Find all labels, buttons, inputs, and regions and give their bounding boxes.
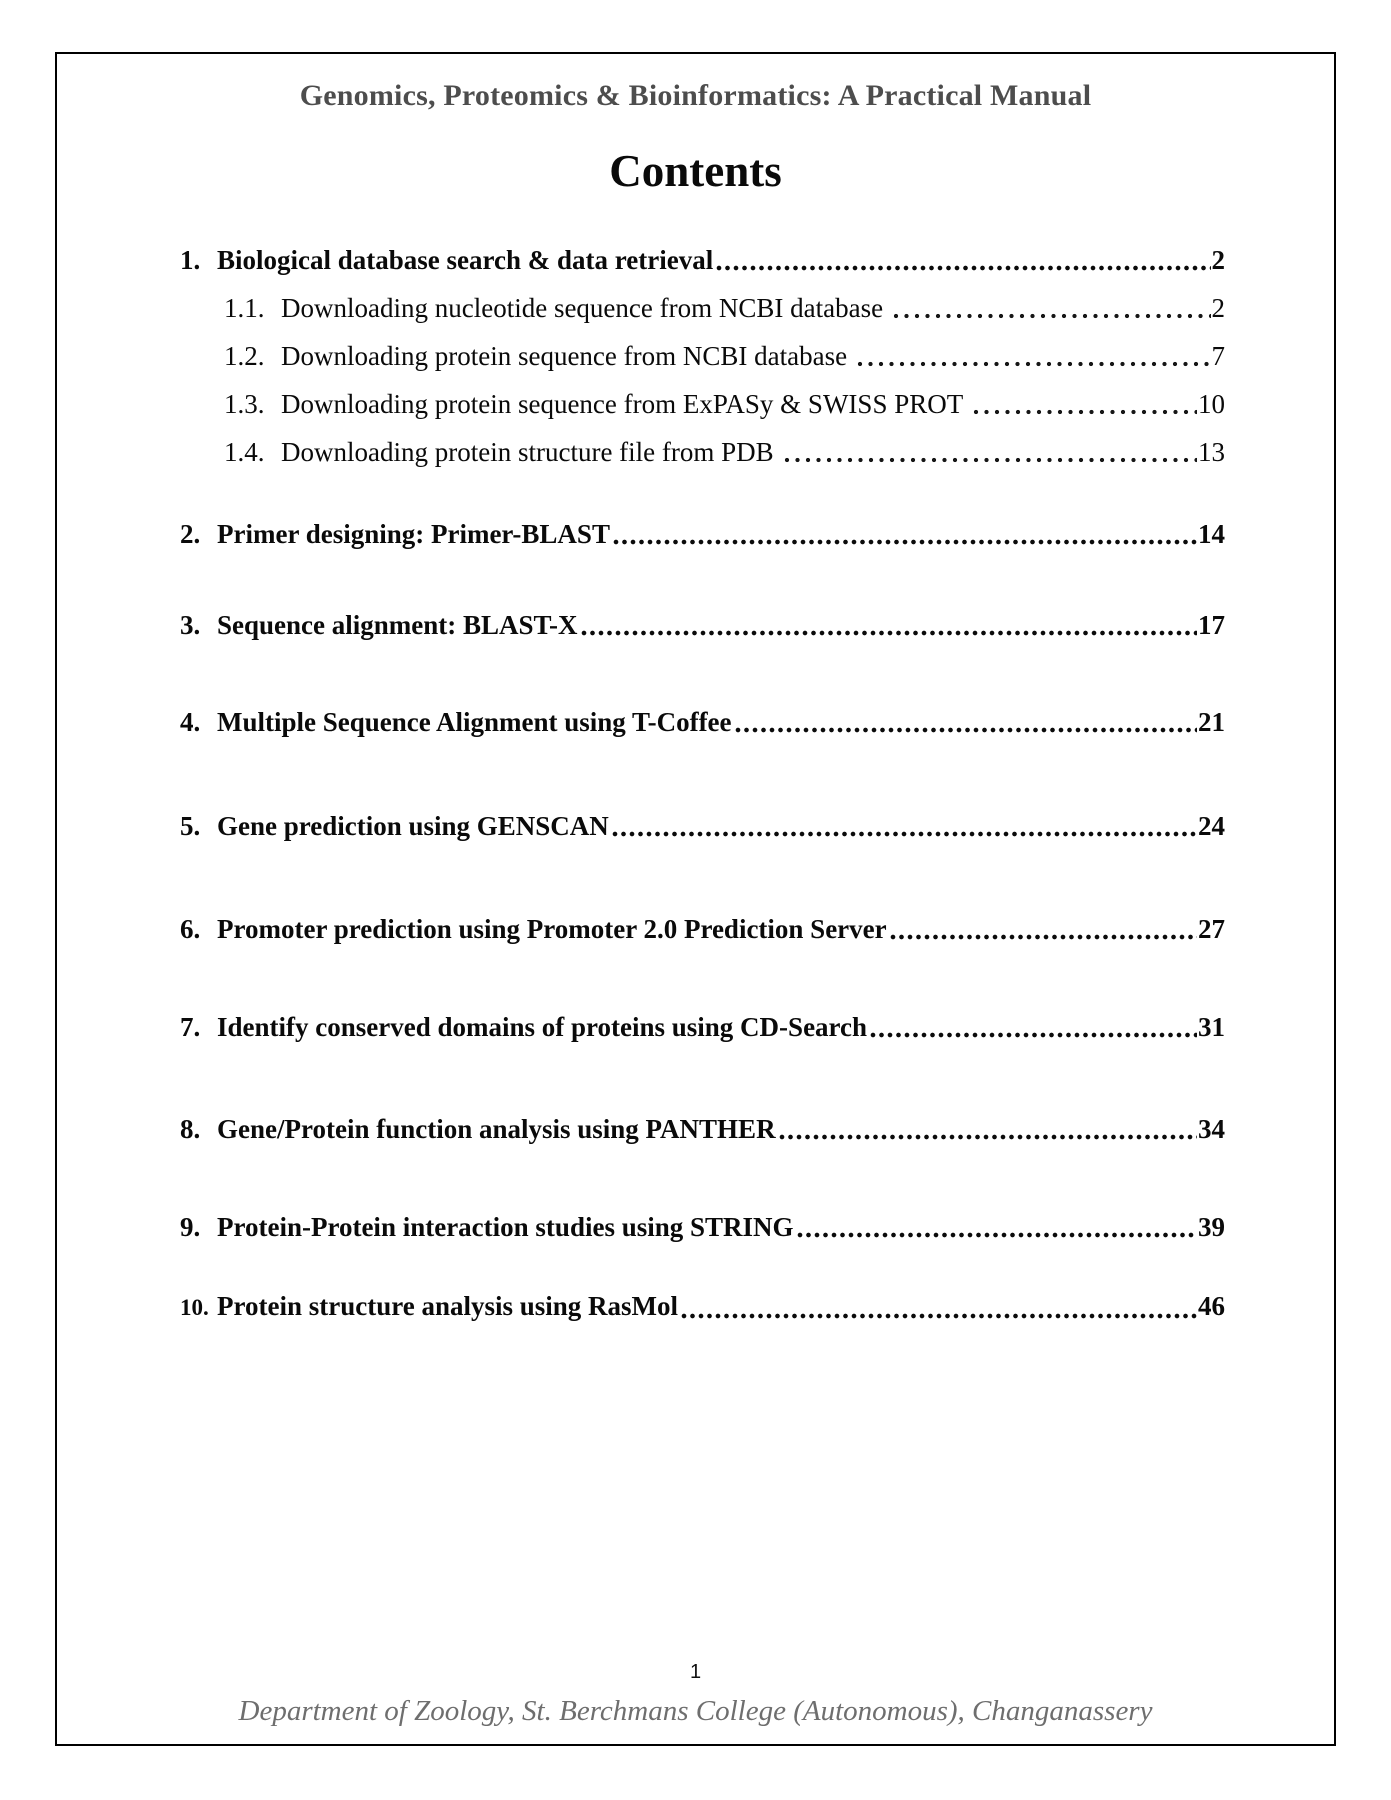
toc-entry-page: 2 (1211, 245, 1225, 275)
toc-entry-label: Gene/Protein function analysis using PANTHER (217, 1114, 776, 1144)
dot-leader (973, 409, 1197, 415)
toc-entry-number: 6. (180, 914, 201, 944)
toc-entry-number: 4. (180, 707, 201, 737)
toc-entry-label: Biological database search & data retrieval (217, 245, 714, 275)
toc-entry-number: 7. (180, 1012, 201, 1042)
dot-leader (612, 831, 1197, 837)
toc-entry-3 (180, 608, 1225, 642)
toc-entry-page: 10 (1198, 389, 1225, 419)
toc-entry-number: 1. (180, 245, 201, 275)
toc-entry-label: Protein structure analysis using RasMol (217, 1291, 679, 1321)
toc-entry-5 (180, 809, 1225, 843)
page-title: Contents (609, 146, 782, 196)
toc-entry-page: 17 (1198, 610, 1225, 640)
toc-entry-number: 1.4. (224, 437, 265, 467)
toc-entry-1-4 (224, 435, 1225, 469)
toc-entry-number: 10. (180, 1295, 209, 1320)
toc-entry-label: Gene prediction using GENSCAN (217, 811, 609, 841)
toc-entry-1 (180, 243, 1225, 277)
toc-subentries (224, 291, 1225, 469)
dot-leader (716, 265, 1210, 271)
toc-entry-label: Downloading protein sequence from NCBI database (281, 341, 848, 371)
toc-entry-page: 7 (1211, 341, 1225, 371)
dot-leader (870, 1032, 1197, 1038)
dot-leader (893, 313, 1210, 319)
page-frame (55, 52, 1336, 1746)
toc-entry-page: 24 (1198, 811, 1225, 841)
toc-entry-number: 1.1. (224, 293, 265, 323)
toc-entry-label: Downloading nucleotide sequence from NCBI database (281, 293, 884, 323)
dot-leader (857, 361, 1210, 367)
page-number: 1 (689, 1661, 702, 1683)
toc-entry-2 (180, 517, 1225, 551)
dot-leader (613, 539, 1197, 545)
toc-entry-label: Promoter prediction using Promoter 2.0 Prediction Server (217, 914, 887, 944)
dot-leader (784, 457, 1197, 463)
dot-leader (797, 1232, 1197, 1238)
toc-entry-8 (180, 1112, 1225, 1146)
dot-leader (779, 1134, 1197, 1140)
toc-entry-label: Identify conserved domains of proteins using CD-Search (217, 1012, 868, 1042)
dot-leader (681, 1313, 1197, 1319)
toc-entry-page: 2 (1211, 293, 1225, 323)
table-of-contents (57, 243, 1334, 1325)
toc-entry-1-1 (224, 291, 1225, 325)
toc-entry-number: 8. (180, 1114, 201, 1144)
toc-entry-page: 34 (1198, 1114, 1225, 1144)
toc-entry-number: 9. (180, 1212, 201, 1242)
footer-department-text: Department of Zoology, St. Berchmans College (Autonomous), Changanassery (238, 1695, 1153, 1727)
dot-leader (581, 630, 1197, 636)
toc-entry-1-2 (224, 339, 1225, 373)
dot-leader (890, 934, 1197, 940)
toc-entry-label: Downloading protein sequence from ExPASy & SWISS PROT (281, 389, 964, 419)
toc-entry-page: 13 (1198, 437, 1225, 467)
toc-entry-page: 39 (1198, 1212, 1225, 1242)
toc-entry-label: Sequence alignment: BLAST-X (217, 610, 578, 640)
toc-entry-1-3 (224, 387, 1225, 421)
toc-entry-page: 21 (1198, 707, 1225, 737)
dot-leader (735, 727, 1197, 733)
toc-entry-number: 1.3. (224, 389, 265, 419)
toc-entry-page: 46 (1198, 1291, 1225, 1321)
document-header: Genomics, Proteomics & Bioinformatics: A Practical Manual (299, 79, 1092, 112)
toc-entry-label: Protein-Protein interaction studies using STRING (217, 1212, 794, 1242)
toc-entry-number: 5. (180, 811, 201, 841)
toc-entry-number: 2. (180, 519, 201, 549)
toc-entry-4 (180, 705, 1225, 739)
toc-entry-label: Multiple Sequence Alignment using T-Coffee (217, 707, 732, 737)
toc-entry-label: Downloading protein structure file from PDB (281, 437, 774, 467)
toc-entry-page: 31 (1198, 1012, 1225, 1042)
toc-entry-7 (180, 1010, 1225, 1044)
toc-entry-number: 3. (180, 610, 201, 640)
toc-entry-page: 27 (1198, 914, 1225, 944)
toc-entry-9 (180, 1210, 1225, 1244)
toc-entry-label: Primer designing: Primer-BLAST (217, 519, 610, 549)
toc-entry-6 (180, 912, 1225, 946)
toc-entry-page: 14 (1198, 519, 1225, 549)
toc-entry-10 (180, 1289, 1225, 1325)
toc-entry-number: 1.2. (224, 341, 265, 371)
